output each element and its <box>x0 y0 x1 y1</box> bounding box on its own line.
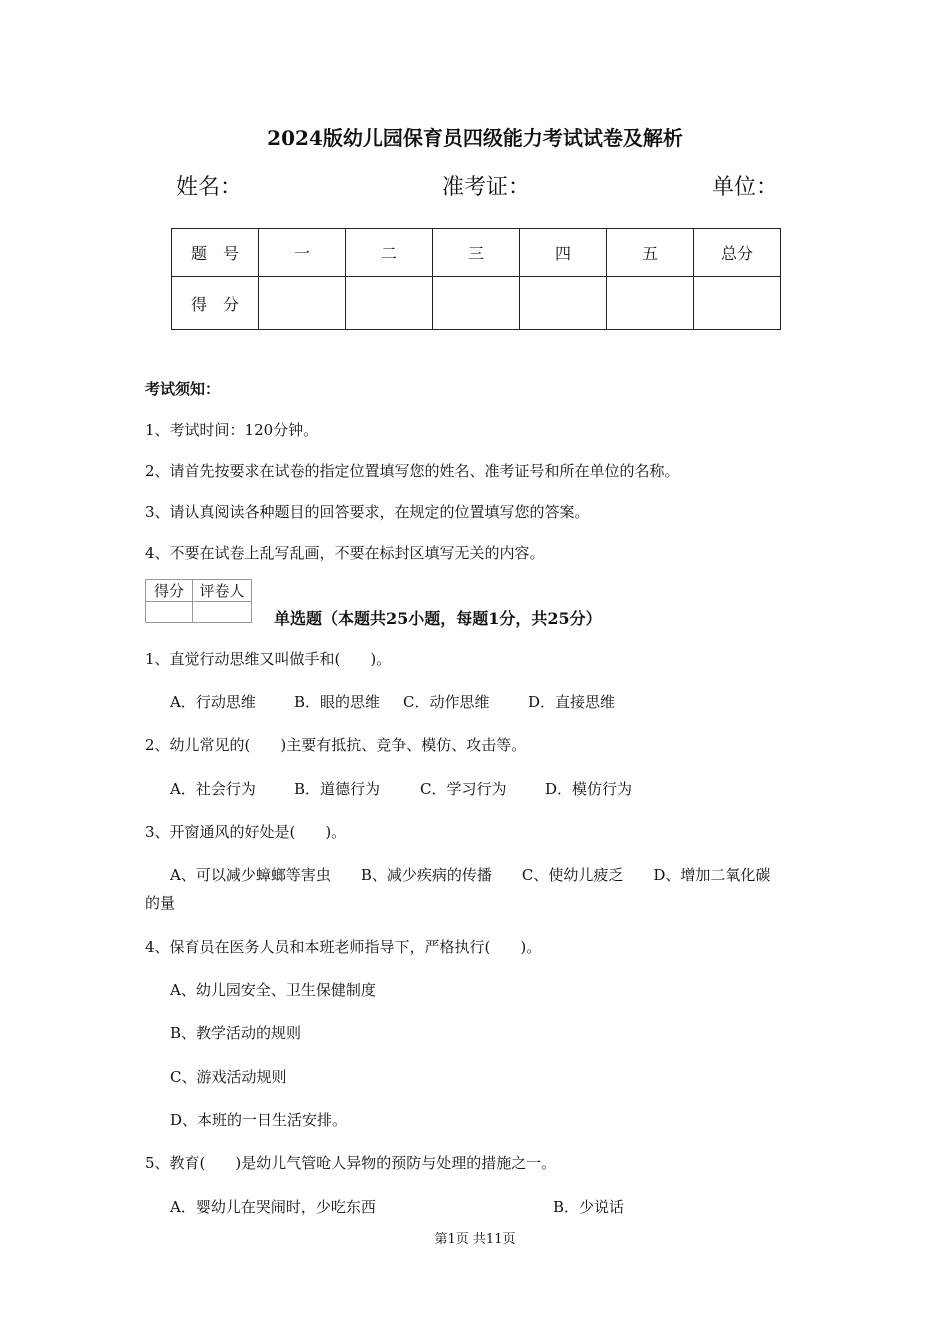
score-table-header-cell: 五 <box>607 229 694 277</box>
score-cell[interactable] <box>694 277 781 330</box>
option-c: C．动作思维 <box>403 693 490 711</box>
option-d: D．模仿行为 <box>545 780 633 798</box>
question-stem: 2、幼儿常见的( )主要有抵抗、竞争、模仿、攻击等。 <box>145 736 527 754</box>
option-b: B．眼的思维 <box>294 693 381 711</box>
score-cell[interactable] <box>433 277 520 330</box>
option-d: D、本班的一日生活安排。 <box>170 1111 348 1129</box>
score-cell[interactable] <box>259 277 346 330</box>
name-label: 姓名： <box>176 175 243 200</box>
grader-box <box>145 579 252 623</box>
score-cell[interactable] <box>607 277 694 330</box>
instruction-item: 1、考试时间：120分钟。 <box>145 421 319 439</box>
score-table-header-cell: 总分 <box>694 229 781 277</box>
grader-score-label: 得分 <box>146 580 193 602</box>
instruction-item: 4、不要在试卷上乱写乱画，不要在标封区填写无关的内容。 <box>145 544 545 562</box>
grader-score-cell[interactable] <box>146 602 193 623</box>
score-table-header-cell: 题 号 <box>172 229 259 277</box>
score-table-header-cell: 一 <box>259 229 346 277</box>
score-table-header-row <box>172 229 781 277</box>
section-title: 单选题（本题共25小题，每题1分，共25分） <box>274 609 602 628</box>
option-d: D．直接思维 <box>528 693 616 711</box>
score-table-header-cell: 三 <box>433 229 520 277</box>
unit-label: 单位： <box>712 175 779 200</box>
grader-name-label: 评卷人 <box>193 580 252 602</box>
page-footer: 第1页 共11页 <box>434 1232 516 1247</box>
score-table-header-cell: 二 <box>346 229 433 277</box>
score-table-header-cell: 四 <box>520 229 607 277</box>
score-cell[interactable] <box>520 277 607 330</box>
option-a: A、幼儿园安全、卫生保健制度 <box>170 981 376 999</box>
option-b: B、教学活动的规则 <box>170 1024 302 1042</box>
option-a: A．婴幼儿在哭闹时，少吃东西 <box>170 1198 376 1216</box>
instruction-item: 2、请首先按要求在试卷的指定位置填写您的姓名、准考证号和所在单位的名称。 <box>145 462 680 480</box>
score-table-score-row <box>172 277 781 330</box>
exam-id-label: 准考证： <box>442 175 531 200</box>
score-row-label: 得 分 <box>172 277 259 330</box>
score-cell[interactable] <box>346 277 433 330</box>
question-stem: 3、开窗通风的好处是( )。 <box>145 823 347 841</box>
option-c: C．学习行为 <box>420 780 507 798</box>
option-b: B．少说话 <box>553 1198 625 1216</box>
instruction-item: 3、请认真阅读各种题目的回答要求，在规定的位置填写您的答案。 <box>145 503 590 521</box>
question-stem: 4、保育员在医务人员和本班老师指导下，严格执行( )。 <box>145 938 542 956</box>
option-a: A．社会行为 <box>170 780 256 798</box>
question-stem: 1、直觉行动思维又叫做手和( )。 <box>145 650 392 668</box>
grader-name-cell[interactable] <box>193 602 252 623</box>
option-b: B．道德行为 <box>294 780 381 798</box>
options-line: A、可以减少蟑螂等害虫 B、减少疾病的传播 C、使幼儿疲乏 D、增加二氧化碳 <box>170 866 771 884</box>
instructions-heading: 考试须知： <box>145 380 221 398</box>
option-a: A．行动思维 <box>170 693 256 711</box>
score-table <box>171 228 781 330</box>
option-c: C、游戏活动规则 <box>170 1068 287 1086</box>
question-stem: 5、教育( )是幼儿气管呛人异物的预防与处理的措施之一。 <box>145 1154 557 1172</box>
page-title: 2024版幼儿园保育员四级能力考试试卷及解析 <box>267 126 683 150</box>
options-continuation: 的量 <box>145 894 176 912</box>
